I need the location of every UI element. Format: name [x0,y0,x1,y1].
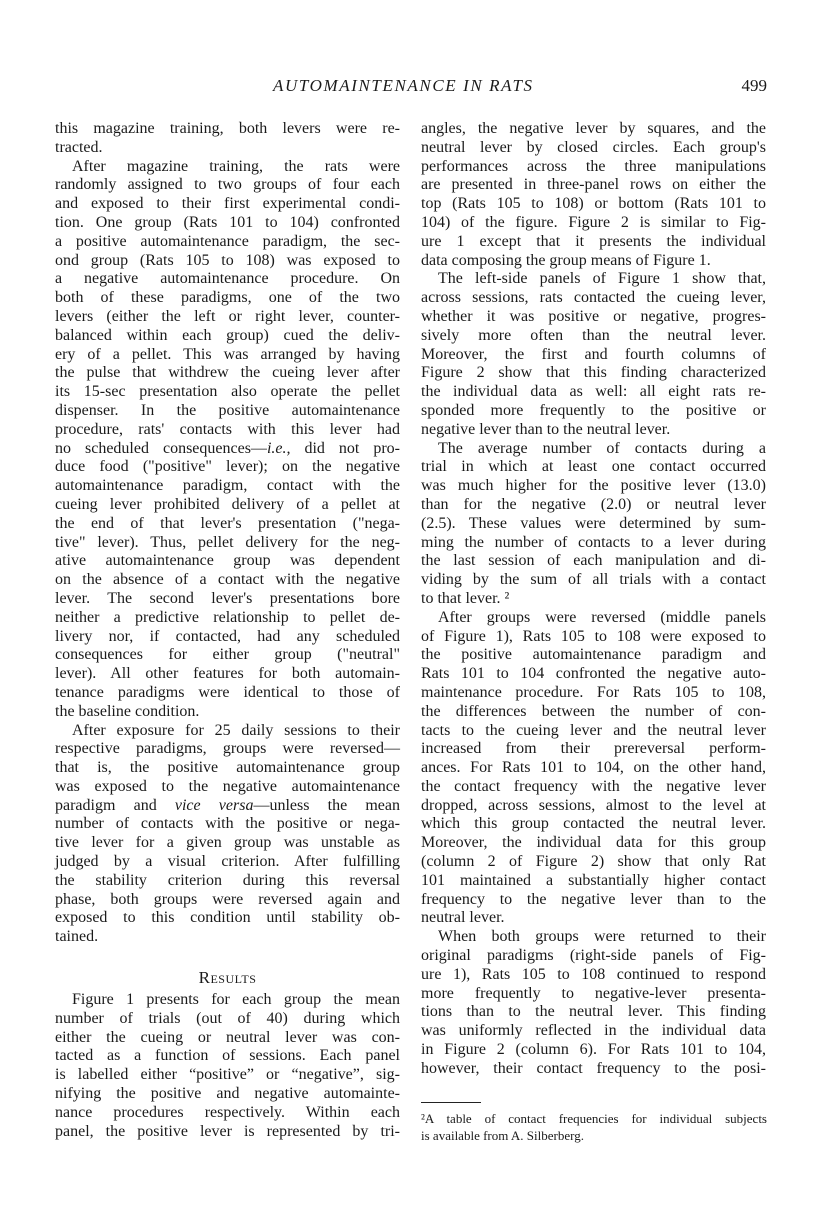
text-line: number of contacts with the positive or nega- [55,815,400,833]
text-line: the baseline condition. [55,702,200,720]
text-line: of Figure 1), Rats 105 to 108 were exposed to [421,627,766,645]
paragraph [421,270,766,439]
text-line: tions than to the neutral lever. This finding [421,1003,766,1021]
text-line: and exposed to their first experimental condi- [55,195,400,213]
text-line: tacted as a function of sessions. Each panel [55,1047,400,1065]
text-line: tacts to the cueing lever and the neutral lever [421,721,766,739]
text-line: trial in which at least one contact occurred [421,458,766,476]
text-line: across sessions, rats contacted the cueing lever, [421,289,766,307]
text-line: duce food ("positive" lever); on the negative [55,458,400,476]
text-line: in Figure 2 (column 6). For Rats 101 to 104, [421,1041,766,1059]
text-line: was uniformly reflected in the individual data [421,1022,766,1040]
text-line: cueing lever prohibited delivery of a pellet at [55,495,400,513]
text-line: respective paradigms, groups were reversed— [55,740,400,758]
text-line: a negative automaintenance procedure. On [55,270,400,288]
text-line: sponded more frequently to the positive or [421,401,766,419]
text-line: 101 maintained a substantially higher contact [421,871,766,889]
footnote-divider [421,1102,481,1103]
paragraph [55,991,400,1141]
text-line: nance procedures respectively. Within each [55,1103,400,1121]
text-line: a positive automaintenance paradigm, the sec- [55,232,400,250]
text-line: the positive automaintenance paradigm and [421,646,766,664]
text-line: either the cueing or neutral lever was con- [55,1028,400,1046]
paragraph [421,609,766,929]
paragraph [421,928,766,1078]
text-line: automaintenance paradigm, contact with the [55,477,400,495]
text-line: to that lever. ² [421,589,510,607]
paragraph [55,120,400,158]
text-line: tained. [55,928,99,946]
text-line: dispenser. In the positive automaintenance [55,401,400,419]
text-line: Rats 101 to 104 confronted the negative auto- [421,665,766,683]
text-line: (column 2 of Figure 2) show that only Rat [421,853,766,871]
text-line: is labelled either “positive” or “negative”, sig- [55,1066,400,1084]
text-line: no scheduled consequences—i.e., did not pro- [55,439,401,457]
results-heading: Results [198,968,257,987]
paragraph [421,120,766,270]
text-line: this magazine training, both levers were re- [55,120,400,137]
text-line: balanced within each group) cued the deliv- [55,326,400,344]
text-line: ure 1), Rats 105 to 108 continued to respond [421,965,766,983]
text-line: Moreover, the first and fourth columns of [421,345,766,363]
text-line: negative lever than to the neutral lever. [421,420,671,438]
text-line: the individual data as well: all eight rats re- [421,383,766,401]
text-line: the pulse that withdrew the cueing lever after [55,364,400,382]
text-line: livery nor, if contacted, had any scheduled [55,627,400,645]
footnote-line: is available from A. Silberberg. [421,1128,584,1143]
text-line: are presented in three-panel rows on either the [421,176,766,194]
text-line: randomly assigned to two groups of four each [55,176,400,194]
text-line: Figure 1 presents for each group the mean [72,991,400,1008]
text-line: performances across the three manipulations [421,157,766,175]
text-line: procedure, rats' contacts with this lever had [55,420,400,438]
text-line: which this group contacted the neutral lever. [421,815,766,833]
results-section [55,965,400,1141]
text-line: than for the negative (2.0) or neutral lever [421,495,766,513]
text-line: was much higher for the positive lever (13.0) [421,477,766,495]
text-line: The left-side panels of Figure 1 show that, [438,270,766,288]
text-line: phase, both groups were reversed again and [55,890,400,908]
text-line: dropped, across sessions, almost to the level at [421,796,766,814]
text-line: consequences for either group ("neutral" [55,646,400,664]
footnote [421,1110,767,1144]
footnote-line: ²A table of contact frequencies for individual subjects [421,1111,767,1126]
text-line: When both groups were returned to their [438,928,766,946]
text-line: lever. The second lever's presentations bore [55,589,400,607]
text-line: whether it was positive or negative, progres- [421,307,766,325]
text-line: the end of that lever's presentation ("nega- [55,514,400,532]
text-line: After exposure for 25 daily sessions to their [72,721,400,739]
text-line: After magazine training, the rats were [72,157,400,175]
text-line: panel, the positive lever is represented by tri- [55,1122,400,1140]
text-line: frequency to the negative lever than to the [421,890,766,908]
text-line: the differences between the number of con- [421,702,766,720]
text-line: neither a predictive relationship to pellet de- [55,608,400,626]
text-line: tive" lever). Thus, pellet delivery for the neg- [55,533,400,551]
text-line: number of trials (out of 40) during which [55,1009,400,1027]
text-line: that is, the positive automaintenance group [55,759,400,777]
text-line: Figure 2 show that this finding characterized [421,364,766,382]
text-line: its 15-sec presentation also operate the pellet [55,383,400,401]
text-line: exposed to this condition until stability ob- [55,909,400,927]
text-line: After groups were reversed (middle panels [438,608,766,626]
text-line: paradigm and vice versa—unless the mean [55,796,400,814]
text-line: sively more often than the neutral lever. [421,326,766,344]
text-line: ming the number of contacts to a lever during [421,533,766,551]
page-number: 499 [741,76,767,95]
text-line: judged by a visual criterion. After fulfilling [55,853,400,871]
text-line: ure 1 except that it presents the individual [421,232,766,250]
text-line: 104) of the figure. Figure 2 is similar to Fig- [421,213,766,231]
text-line: maintenance procedure. For Rats 105 to 108, [421,683,766,701]
text-line: however, their contact frequency to the posi- [421,1059,766,1077]
text-line: neutral lever. [421,909,505,927]
text-line: ative automaintenance group was dependent [55,552,400,570]
text-line: the contact frequency with the negative lever [421,777,766,795]
text-line: tion. One group (Rats 101 to 104) confronted [55,213,400,231]
text-line: ond group (Rats 105 to 108) was exposed to [55,251,400,269]
text-line: ery of a pellet. This was arranged by having [55,345,400,363]
text-line: original paradigms (right-side panels of Fig- [421,947,766,965]
text-line: lever). All other features for both automain- [55,665,400,683]
paragraph [55,158,400,722]
results-body [55,991,400,1141]
text-line: tenance paradigms were identical to those of [55,683,400,701]
text-line: increased from their prereversal perform- [421,740,766,758]
text-line: tive lever for a given group was unstable as [55,834,400,852]
text-line: nifying the positive and negative automainte- [55,1084,400,1102]
text-line: the stability criterion during this reversal [55,871,400,889]
left-column [55,120,400,947]
text-line: viding by the sum of all trials with a contact [421,571,766,589]
text-line: more frequently to negative-lever presenta- [421,984,766,1002]
text-line: both of these paradigms, one of the two [55,289,400,307]
text-line: The average number of contacts during a [438,439,766,457]
text-line: top (Rats 105 to 108) or bottom (Rats 101 to [421,195,766,213]
text-line: ances. For Rats 101 to 104, on the other hand, [421,759,766,777]
text-line: on the absence of a contact with the negative [55,571,400,589]
text-line: tracted. [55,138,103,156]
text-line: (2.5). These values were determined by sum- [421,514,766,532]
right-column [421,120,766,1079]
text-line: data composing the group means of Figure 1. [421,251,711,269]
text-line: levers (either the left or right lever, counter- [55,307,400,325]
text-line: was exposed to the negative automaintenance [55,777,400,795]
running-head: AUTOMAINTENANCE IN RATS [273,76,534,95]
paragraph [421,440,766,609]
text-line: the last session of each manipulation and di- [421,552,766,570]
text-line: neutral lever by closed circles. Each group's [421,138,766,156]
text-line: Moreover, the individual data for this group [421,834,766,852]
paragraph [55,722,400,948]
text-line: angles, the negative lever by squares, and the [421,120,766,137]
